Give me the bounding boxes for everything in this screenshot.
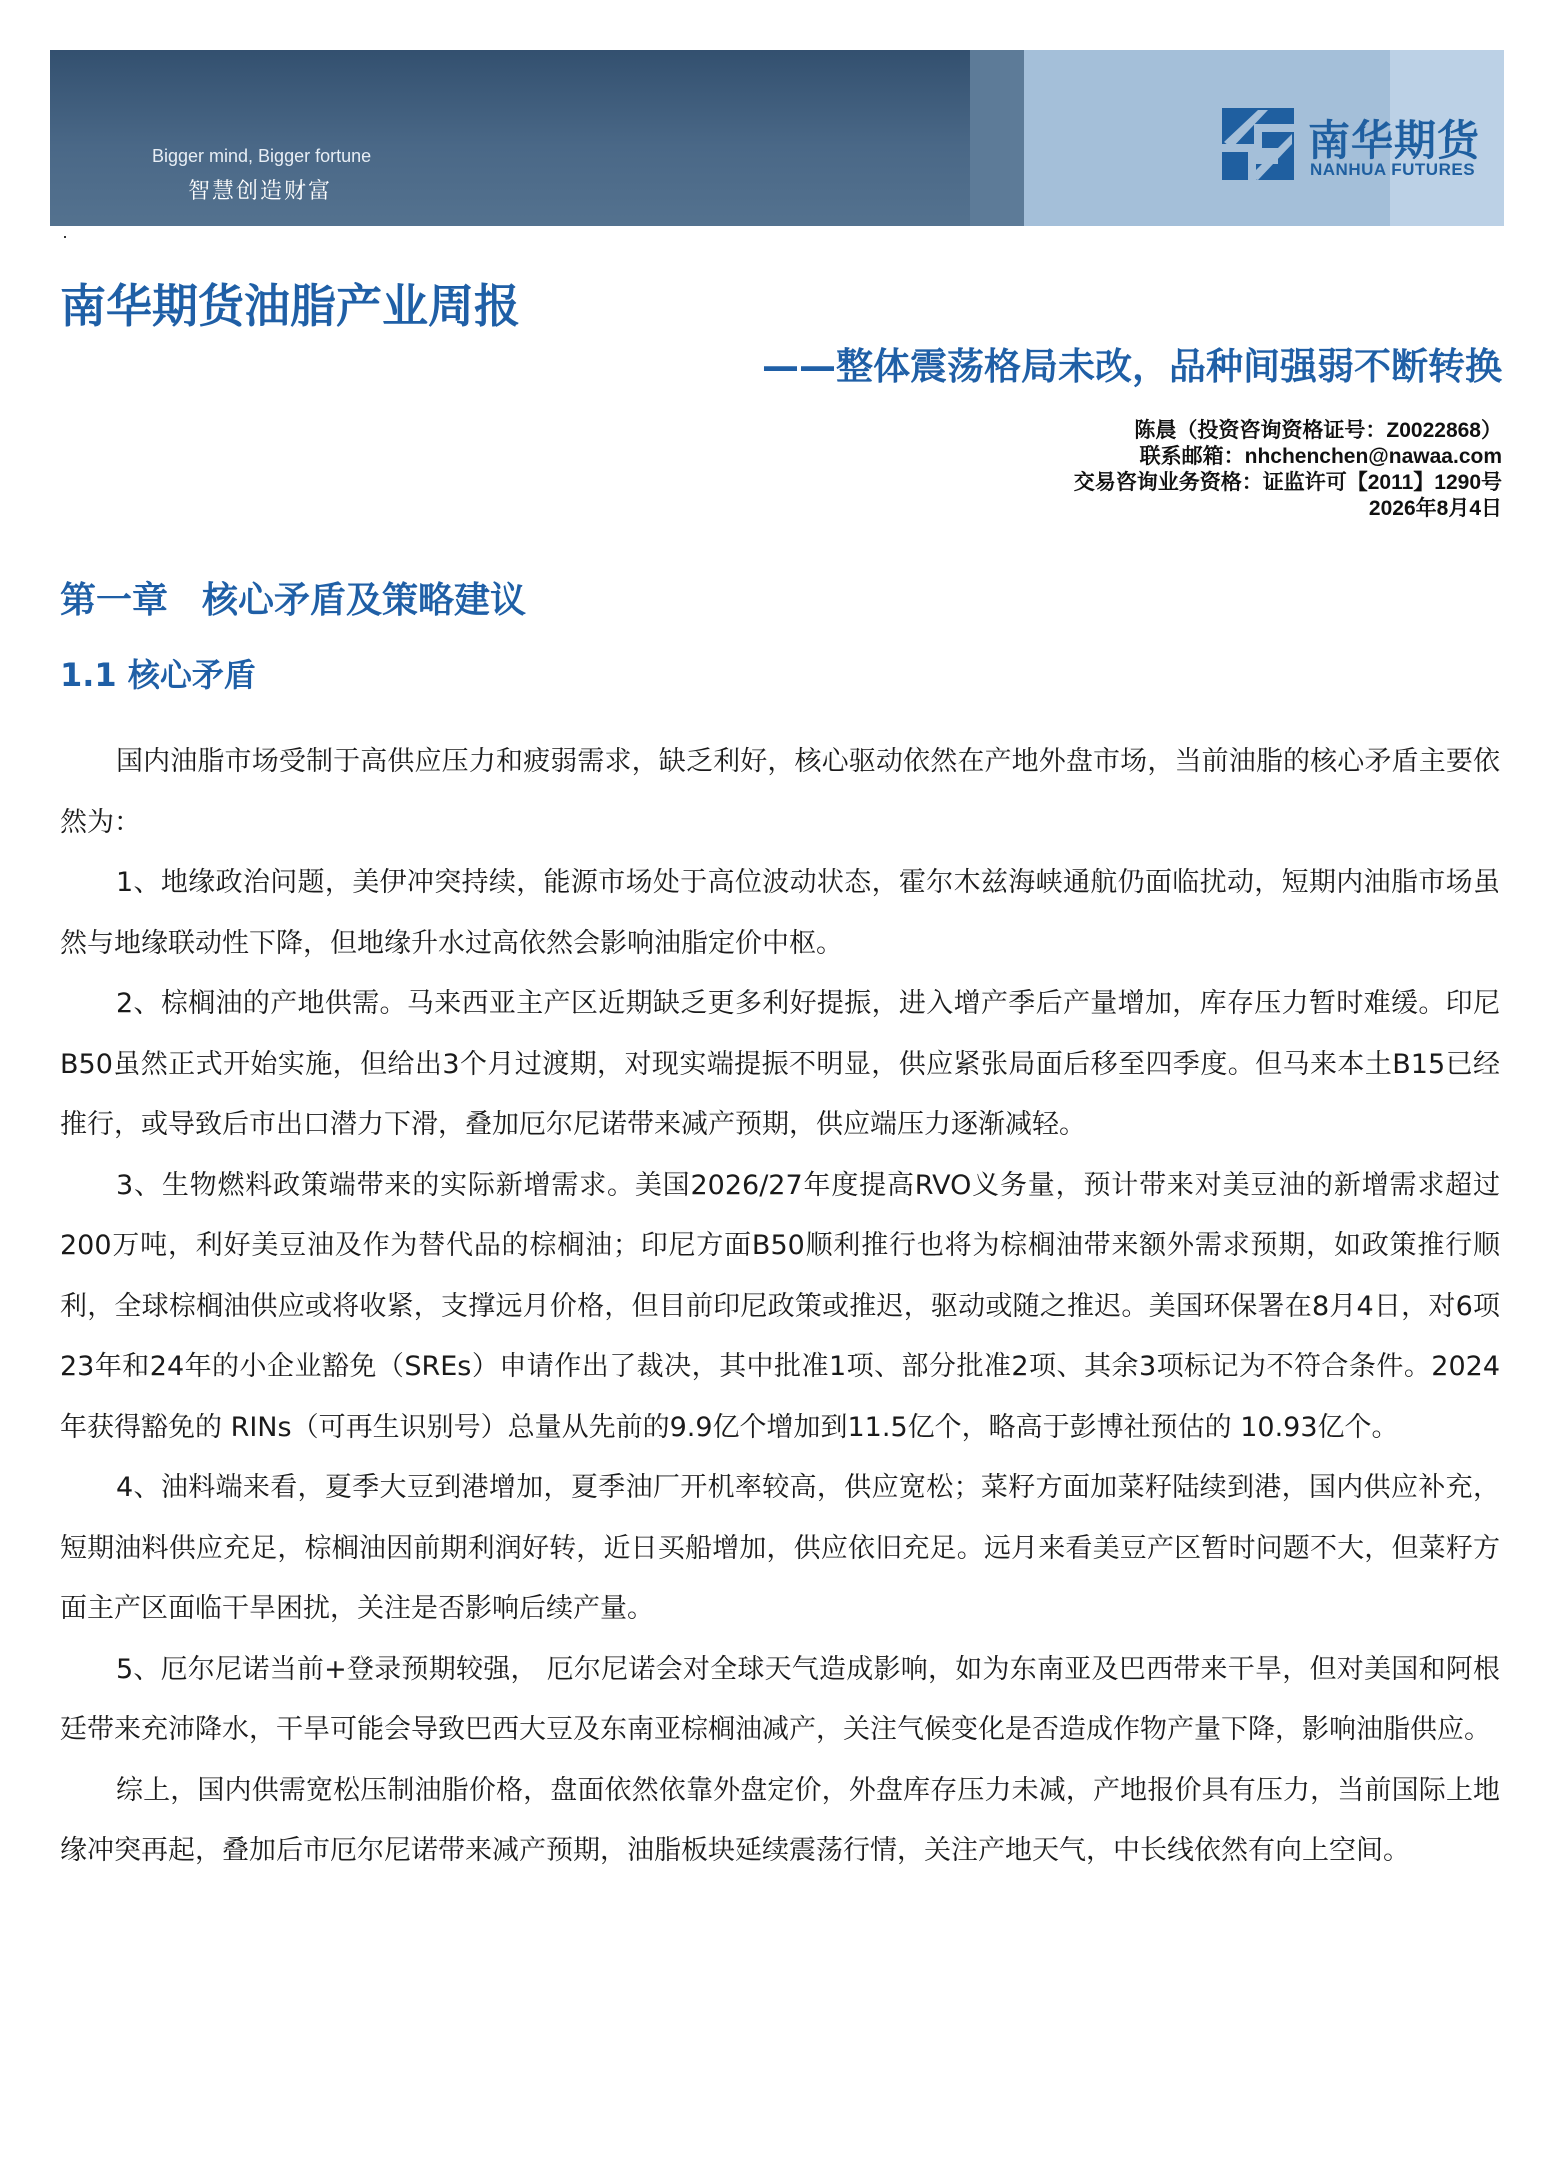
license-line: 交易咨询业务资格：证监许可【2011】1290号 [1073,471,1502,494]
brand-name-english: NANHUA FUTURES [1310,160,1476,179]
section-heading: 1.1 核心矛盾 [60,656,256,694]
paragraph-point-3: 3、生物燃料政策端带来的实际新增需求。美国2026/27年度提高RVO义务量，预计带来对美豆油的新增需求超过200万吨，利好美豆油及作为替代品的棕榈油；印尼方面B50顺利推行也将为棕榈油带来额外需求预期，如政策推行顺利，全球棕榈油供应或将收紧，支撑远月价格，但目前印尼政策或推迟，驱动或随之推迟。美国环保署在8月4日，对6项23年和24年的小企业豁免（SREs）申请作出了裁决，其中批准1项、部分批准2项、其余3项标记为不符合条件。2024年获得豁免的 RINs（可再生识别号）总量从先前的9.9亿个增加到11.5亿个，略高于彭博社预估的 10.93亿个。 [60,1169,1500,1443]
header-banner [50,50,1504,226]
analyst-line: 陈晨（投资咨询资格证号：Z0022868） [1134,419,1502,442]
chapter-heading [60,572,526,623]
date-line: 2026年8月4日 [1368,497,1502,520]
report-subtitle: ——整体震荡格局未改，品种间强弱不断转换 [762,345,1502,388]
body-text [60,732,1500,1882]
paragraph-summary: 综上，国内供需宽松压制油脂价格，盘面依然依靠外盘定价，外盘库存压力未减，产地报价具有压力，当前国际上地缘冲突再起，叠加后市厄尔尼诺带来减产预期，油脂板块延续震荡行情，关注产地天气，中长线依然有向上空间。 [60,1774,1500,1866]
author-info [1074,418,1502,522]
banner-stripe [970,50,1024,226]
chapter-title: 核心矛盾及策略建议 [202,580,527,621]
report-title: 南华期货油脂产业周报 [60,279,520,333]
slogan-chinese: 智慧创造财富 [188,179,333,204]
email-line: 联系邮箱：nhchenchen@nawaa.com [1139,445,1502,468]
paragraph-point-2: 2、棕榈油的产地供需。马来西亚主产区近期缺乏更多利好提振，进入增产季后产量增加，库存压力暂时难缓。印尼B50虽然正式开始实施，但给出3个月过渡期，对现实端提振不明显，供应紧张局面后移至四季度。但马来本土B15已经推行，或导致后市出口潜力下滑，叠加厄尔尼诺带来减产预期，供应端压力逐渐减轻。 [60,988,1500,1140]
paragraph-point-4: 4、油料端来看，夏季大豆到港增加，夏季油厂开机率较高，供应宽松；菜籽方面加菜籽陆续到港，国内供应补充，短期油料供应充足，棕榈油因前期利润好转，近日买船增加，供应依旧充足。远月来看美豆产区暂时问题不大，但菜籽方面主产区面临干旱困扰，关注是否影响后续产量。 [60,1472,1500,1624]
slogan-english: Bigger mind, Bigger fortune [152,146,372,166]
brand-name-chinese: 南华期货 [1308,116,1481,165]
paragraph-point-5: 5、厄尔尼诺当前+登录预期较强， 厄尔尼诺会对全球天气造成影响，如为东南亚及巴西带来干旱，但对美国和阿根廷带来充沛降水，干旱可能会导致巴西大豆及东南亚棕榈油减产，关注气候变化是否造成作物产量下降，影响油脂供应。 [60,1653,1500,1745]
paragraph-intro: 国内油脂市场受制于高供应压力和疲弱需求，缺乏利好，核心驱动依然在产地外盘市场，当前油脂的核心矛盾主要依然为： [60,746,1500,838]
stray-dot [64,236,66,238]
nanhua-logo-icon [1218,104,1298,184]
paragraph-point-1: 1、地缘政治问题，美伊冲突持续，能源市场处于高位波动状态，霍尔木兹海峡通航仍面临扰动，短期内油脂市场虽然与地缘联动性下降，但地缘升水过高依然会影响油脂定价中枢。 [60,867,1500,959]
chapter-number: 第一章 [60,580,169,621]
